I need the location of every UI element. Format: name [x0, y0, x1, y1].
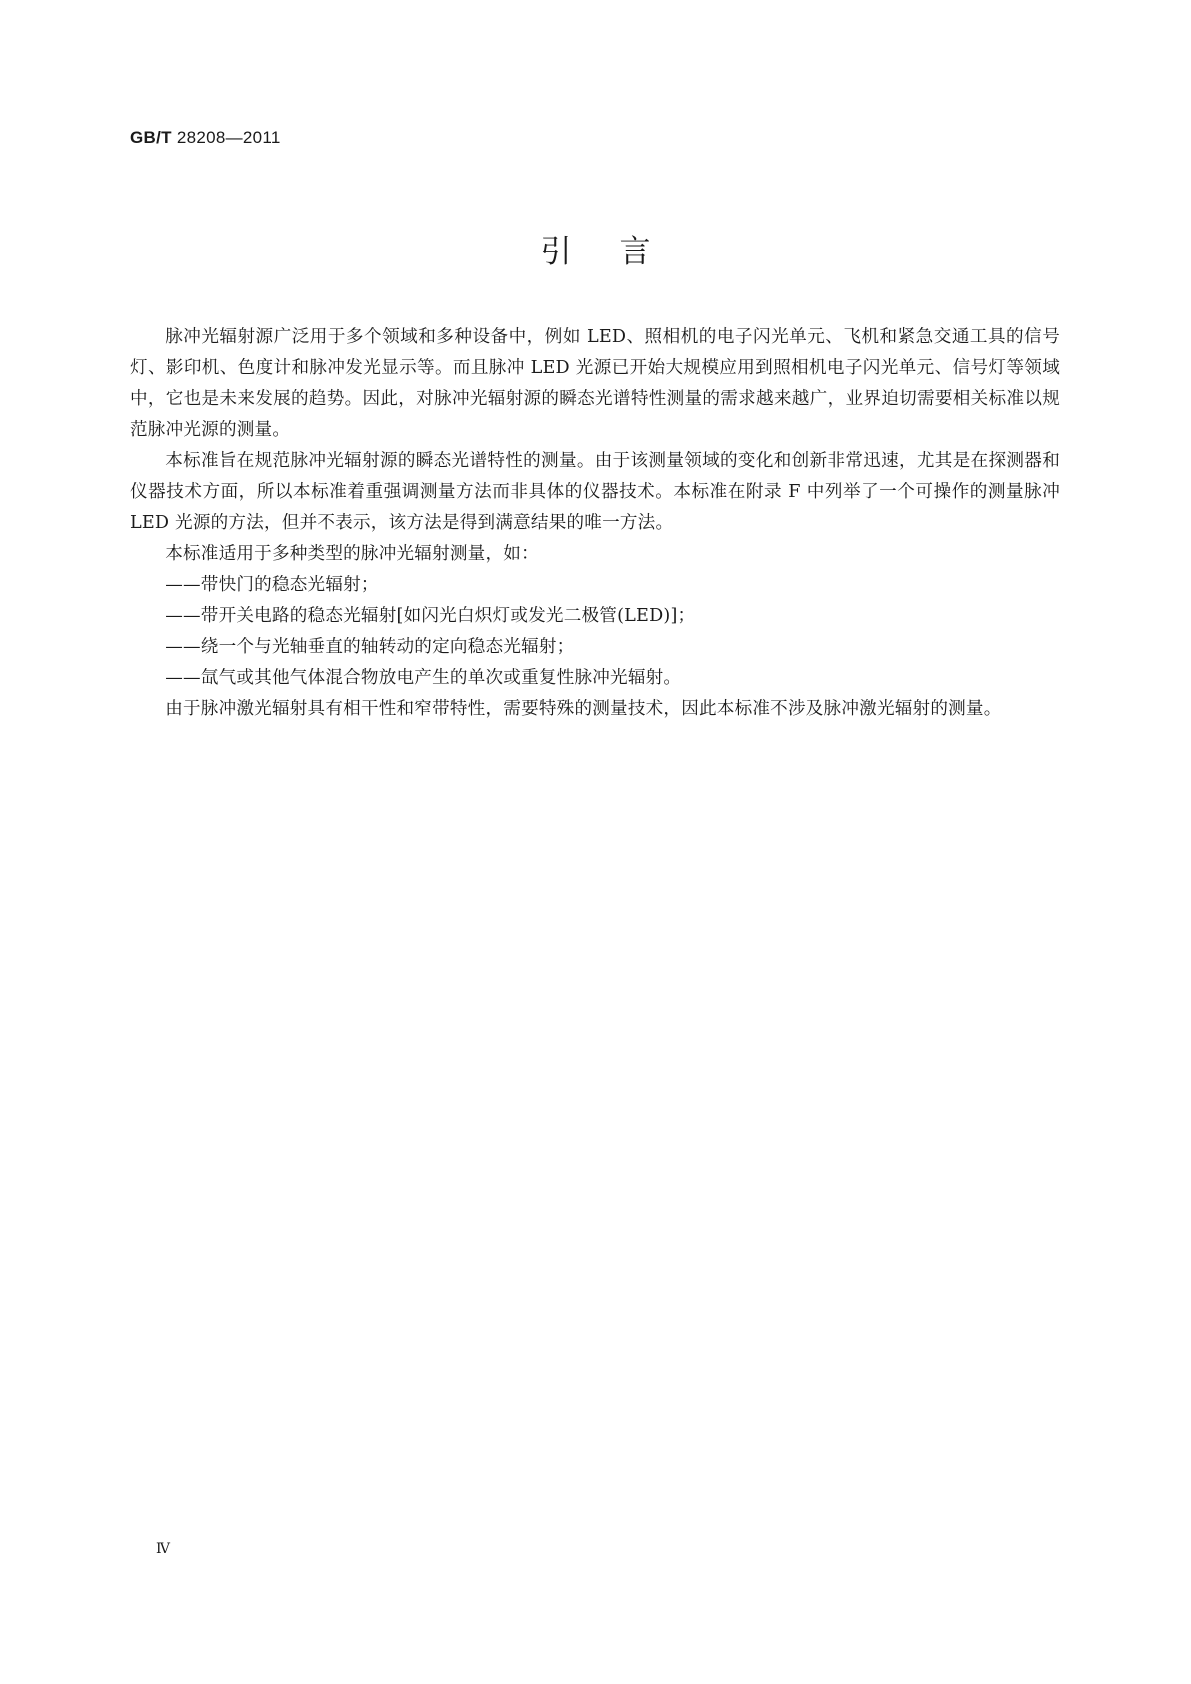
- paragraph-purpose: 本标准旨在规范脉冲光辐射源的瞬态光谱特性的测量。由于该测量领域的变化和创新非常迅速，尤其是在探测器和仪器技术方面，所以本标准着重强调测量方法而非具体的仪器技术。本标准在附录 F 中列举了一个可操作的测量脉冲 LED 光源的方法，但并不表示，该方法是得到满意结果的唯一方法。: [130, 451, 1060, 533]
- list-item-switched: ——带开关电路的稳态光辐射[如闪光白炽灯或发光二极管(LED)]；: [165, 606, 696, 626]
- list-item-shuttered: ——带快门的稳态光辐射；: [165, 575, 379, 595]
- section-title: 引言: [540, 234, 699, 270]
- paragraph-exclusion: 由于脉冲激光辐射具有相干性和窄带特性，需要特殊的测量技术，因此本标准不涉及脉冲激光辐射的测量。: [165, 699, 1002, 719]
- paragraph-applicability: 本标准适用于多种类型的脉冲光辐射测量，如：: [165, 544, 539, 564]
- page-number: Ⅳ: [156, 1542, 170, 1557]
- standard-code-number: 28208—2011: [171, 128, 281, 147]
- list-item-rotating: ——绕一个与光轴垂直的轴转动的定向稳态光辐射；: [165, 637, 575, 657]
- list-item-discharge: ——氙气或其他气体混合物放电产生的单次或重复性脉冲光辐射。: [165, 668, 682, 688]
- introduction-body: [130, 322, 1060, 725]
- standard-code-prefix: GB/T: [130, 128, 172, 147]
- standard-code: [130, 128, 281, 148]
- paragraph-scope-background: 脉冲光辐射源广泛用于多个领域和多种设备中，例如 LED、照相机的电子闪光单元、飞机和紧急交通工具的信号灯、影印机、色度计和脉冲发光显示等。而且脉冲 LED 光源已开始大规模应用到照相机电子闪光单元、信号灯等领域中，它也是未来发展的趋势。因此，对脉冲光辐射源的瞬态光谱特性测量的需求越来越广，业界迫切需要相关标准以规范脉冲光源的测量。: [130, 327, 1060, 440]
